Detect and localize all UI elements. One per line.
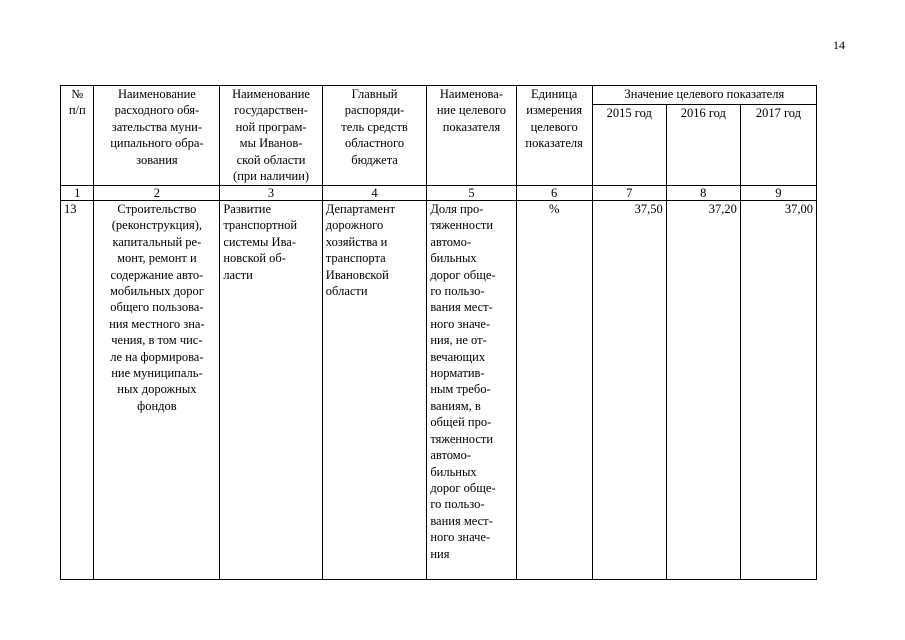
row-value-2016: 37,20 bbox=[666, 201, 740, 580]
header-program: Наименование государствен- ной програм- мы Иванов- ской области (при наличии) bbox=[220, 86, 322, 186]
header-year-2017: 2017 год bbox=[740, 105, 816, 186]
header-unit: Единица измерения целевого показателя bbox=[516, 86, 592, 186]
column-number: 4 bbox=[322, 186, 427, 201]
column-number: 8 bbox=[666, 186, 740, 201]
target-indicators-table bbox=[60, 85, 817, 580]
row-administrator: Департамент дорожного хозяйства и транспорта Ивановской области bbox=[322, 201, 427, 580]
column-number-row bbox=[61, 186, 817, 201]
table-row bbox=[61, 201, 817, 580]
row-value-2017: 37,00 bbox=[740, 201, 816, 580]
header-target-value-group: Значение целевого показателя bbox=[592, 86, 816, 105]
column-number: 7 bbox=[592, 186, 666, 201]
header-administrator: Главный распоряди- тель средств областного бюджета bbox=[322, 86, 427, 186]
column-number: 9 bbox=[740, 186, 816, 201]
page-number: 14 bbox=[833, 38, 845, 52]
header-year-2015: 2015 год bbox=[592, 105, 666, 186]
header-obligation: Наименование расходного обя- зательства муни- ципального обра- зования bbox=[94, 86, 220, 186]
row-unit: % bbox=[516, 201, 592, 580]
header-indicator: Наименова- ние целевого показателя bbox=[427, 86, 516, 186]
header-number: № п/п bbox=[61, 86, 94, 186]
row-program: Развитие транспортной системы Ива- новской об- ласти bbox=[220, 201, 322, 580]
row-value-2015: 37,50 bbox=[592, 201, 666, 580]
row-obligation: Строительство (реконструкция), капитальный ре- монт, ремонт и содержание авто- мобильных дорог общего пользова- ния местного зна- чения, в том чис- ле на формирова- ние муниципаль- ных дорожных фондов bbox=[94, 201, 220, 580]
row-indicator: Доля про- тяженности автомо- бильных дорог обще- го пользо- вания мест- ного значе- ния, не от- вечающих норматив- ным требо- ваниям, в общей про- тяженности автомо- бильных дорог обще- го пользо- вания мест- ного значе- ния bbox=[427, 201, 516, 580]
header-row-1 bbox=[61, 86, 817, 105]
column-number: 1 bbox=[61, 186, 94, 201]
header-year-2016: 2016 год bbox=[666, 105, 740, 186]
column-number: 3 bbox=[220, 186, 322, 201]
row-number: 13 bbox=[61, 201, 94, 580]
column-number: 6 bbox=[516, 186, 592, 201]
column-number: 5 bbox=[427, 186, 516, 201]
column-number: 2 bbox=[94, 186, 220, 201]
